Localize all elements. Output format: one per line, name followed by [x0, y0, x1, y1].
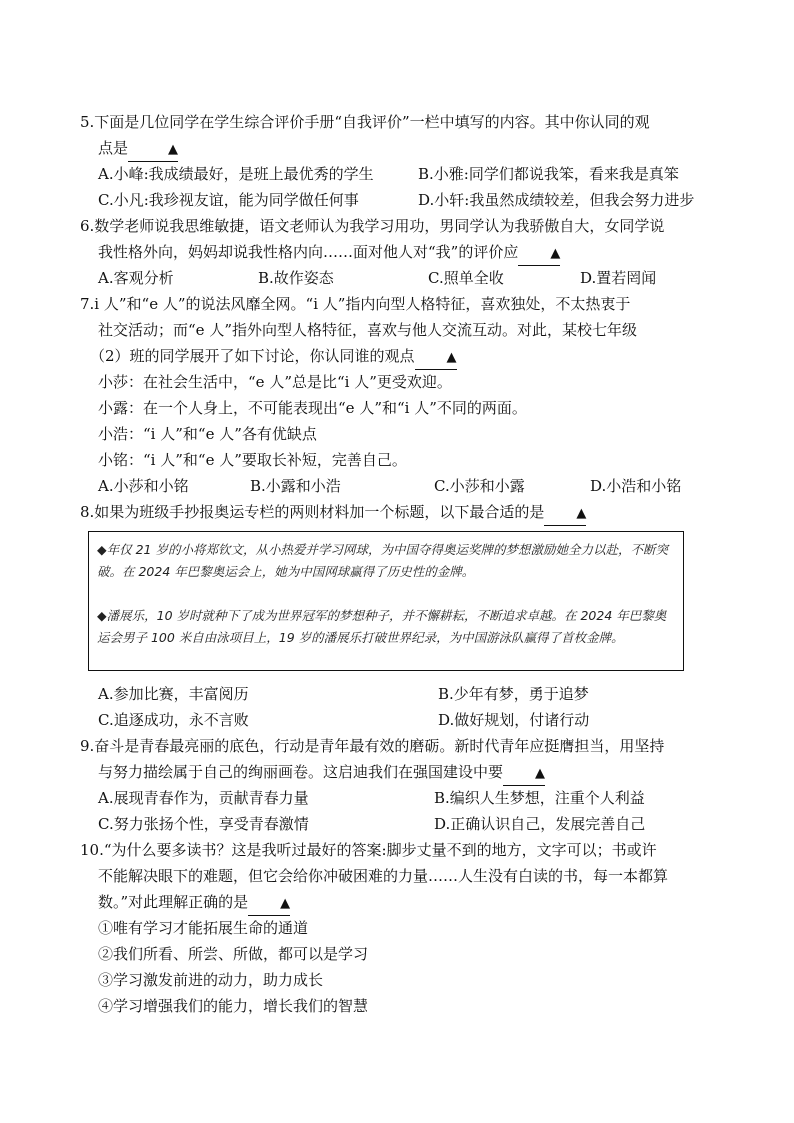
- q9-stem-line2: [98, 761, 545, 786]
- q9-answer-blank: [503, 761, 545, 786]
- q7-view-2: 小露：在一个人身上，不可能表现出“e 人”和“i 人”不同的两面。: [98, 399, 527, 417]
- q5-stem-text: 点是: [98, 139, 129, 157]
- q10-stem-line1: 10.“为什么要多读书？这是我听过最好的答案:脚步丈量不到的地方，文字可以；书或许: [80, 841, 657, 859]
- q10-answer-mark: ▲: [280, 896, 291, 911]
- q7-option-c: C.小莎和小露: [434, 477, 525, 495]
- q5-stem-line2: [98, 137, 178, 162]
- q10-item-4: ④学习增强我们的能力，增长我们的智慧: [98, 997, 369, 1015]
- q7-stem-line2: 社交活动；而“e 人”指外向型人格特征，喜欢与他人交流互动。对此，某校七年级: [98, 321, 637, 339]
- q5-option-c: C.小凡:我珍视友谊，能为同学做任何事: [98, 191, 359, 209]
- q6-stem-line1: 6.数学老师说我思维敏捷，语文老师认为我学习用功，男同学认为我骄傲自大，女同学说: [80, 217, 665, 235]
- q7-view-1: 小莎：在社会生活中，“e 人”总是比“i 人”更受欢迎。: [98, 373, 452, 391]
- q8-material-2: ◆潘展乐，10 岁时就种下了成为世界冠军的梦想种子，并不懈耕耘，不断追求卓越。在 2024 年巴黎奥运会男子 100 米自由泳项目上，19 岁的潘展乐打破世界纪录，为中国游泳队赢得了首枚金牌。: [97, 608, 667, 645]
- q9-option-d: D.正确认识自己，发展完善自己: [434, 815, 646, 833]
- q6-option-d: D.置若罔闻: [580, 269, 657, 287]
- q7-answer-blank: [415, 345, 457, 370]
- q7-stem-line1: 7.i 人”和“e 人”的说法风靡全网。“i 人”指内向型人格特征，喜欢独处，不太热衷于: [80, 295, 631, 313]
- q8-material-1: ◆年仅 21 岁的小将郑钦文，从小热爱并学习网球，为中国夺得奥运奖牌的梦想激励她全力以赴，不断突破。在 2024 年巴黎奥运会上，她为中国网球赢得了历史性的金牌。: [97, 542, 668, 579]
- q8-option-b: B.少年有梦，勇于追梦: [438, 685, 589, 703]
- q6-answer-blank: [518, 241, 560, 266]
- q5-stem-line1: 5.下面是几位同学在学生综合评价手册“自我评价”一栏中填写的内容。其中你认同的观: [80, 113, 650, 131]
- q6-stem-text: 我性格外向，妈妈却说我性格内向……面对他人对“我”的评价应: [98, 243, 519, 261]
- q8-option-c: C.追逐成功，永不言败: [98, 711, 249, 729]
- q7-option-b: B.小露和小浩: [250, 477, 341, 495]
- q10-item-1: ①唯有学习才能拓展生命的通道: [98, 919, 309, 937]
- q8-stem-line1: [80, 501, 586, 526]
- q5-option-b: B.小雅:同学们都说我笨，看来我是真笨: [418, 165, 679, 183]
- q10-answer-blank: [248, 891, 290, 916]
- q9-stem-text: 与努力描绘属于自己的绚丽画卷。这启迪我们在强国建设中要: [98, 763, 504, 781]
- q9-answer-mark: ▲: [535, 766, 546, 781]
- q6-stem-line2: [98, 241, 560, 266]
- q7-option-a: A.小莎和小铭: [98, 477, 189, 495]
- q7-stem-line3: [90, 345, 457, 370]
- q5-answer-mark: ▲: [168, 142, 179, 157]
- q5-option-d: D.小轩:我虽然成绩较差，但我会努力进步: [418, 191, 695, 209]
- q8-option-a: A.参加比赛，丰富阅历: [98, 685, 249, 703]
- q6-answer-mark: ▲: [550, 246, 561, 261]
- q9-option-a: A.展现青春作为，贡献青春力量: [98, 789, 309, 807]
- q8-stem-text: 8.如果为班级手抄报奥运专栏的两则材料加一个标题，以下最合适的是: [80, 503, 545, 521]
- q7-view-4: 小铭：“i 人”和“e 人”要取长补短，完善自己。: [98, 451, 407, 469]
- q10-stem-text: 数。”对此理解正确的是: [98, 893, 249, 911]
- q7-stem-text: （2）班的同学展开了如下讨论，你认同谁的观点: [90, 347, 415, 365]
- q7-answer-mark: ▲: [446, 350, 457, 365]
- q7-view-3: 小浩：“i 人”和“e 人”各有优缺点: [98, 425, 317, 443]
- q6-option-c: C.照单全收: [428, 269, 504, 287]
- q9-stem-line1: 9.奋斗是青春最亮丽的底色，行动是青年最有效的磨砺。新时代青年应挺膺担当，用坚持: [80, 737, 665, 755]
- q5-answer-blank: [128, 137, 178, 162]
- q10-stem-line2: 不能解决眼下的难题，但它会给你冲破困难的力量……人生没有白读的书，每一本都算: [98, 867, 669, 885]
- q10-stem-line3: [98, 891, 290, 916]
- q9-option-c: C.努力张扬个性，享受青春激情: [98, 815, 309, 833]
- q8-answer-blank: [544, 501, 586, 526]
- q6-option-a: A.客观分析: [98, 269, 174, 287]
- q6-option-b: B.故作姿态: [258, 269, 334, 287]
- q5-option-a: A.小峰:我成绩最好，是班上最优秀的学生: [98, 165, 374, 183]
- q9-option-b: B.编织人生梦想，注重个人利益: [434, 789, 645, 807]
- q8-material-box: [88, 531, 684, 671]
- q8-answer-mark: ▲: [576, 506, 587, 521]
- q8-option-d: D.做好规划，付诸行动: [438, 711, 590, 729]
- q10-item-3: ③学习激发前进的动力，助力成长: [98, 971, 324, 989]
- q7-option-d: D.小浩和小铭: [590, 477, 682, 495]
- q10-item-2: ②我们所看、所尝、所做，都可以是学习: [98, 945, 369, 963]
